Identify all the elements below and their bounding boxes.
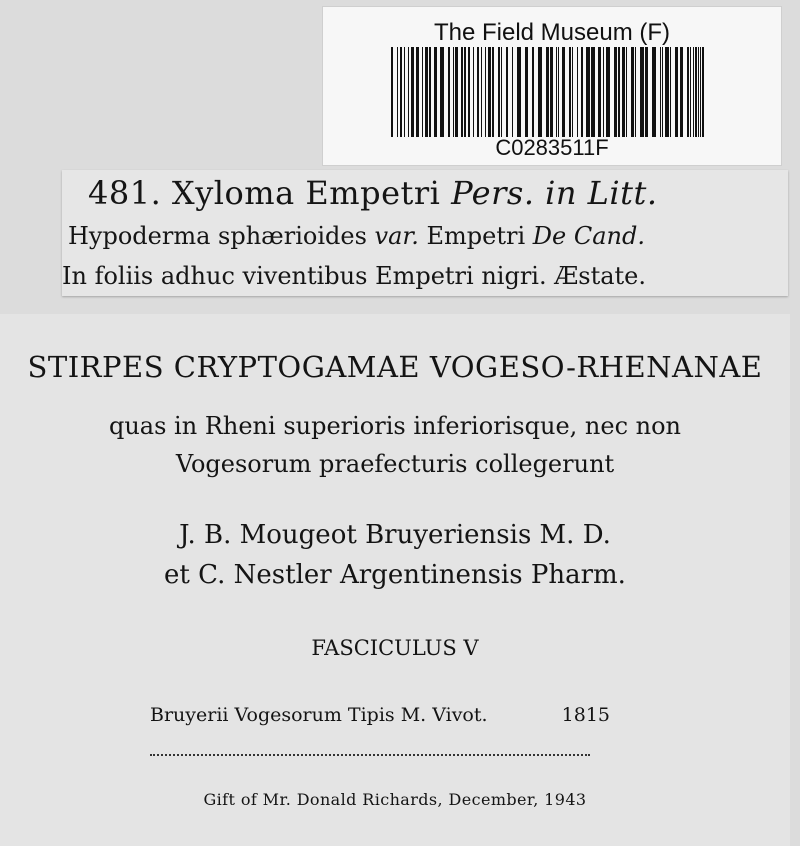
barcode-image <box>391 47 705 137</box>
barcode-bar <box>440 47 444 137</box>
barcode-bar <box>512 47 513 137</box>
barcode-bar <box>416 47 419 137</box>
barcode-bar <box>698 47 699 137</box>
species-author: Pers. in Litt. <box>451 174 658 212</box>
barcode-bar <box>532 47 534 137</box>
barcode-bar <box>434 47 437 137</box>
barcode-bar <box>455 47 458 137</box>
barcode-bar <box>550 47 553 137</box>
barcode-bar <box>473 47 474 137</box>
synonym-name: Hypoderma sphærioides <box>68 222 367 250</box>
barcode-bar <box>411 47 414 137</box>
barcode-bar <box>397 47 398 137</box>
barcode-bar <box>631 47 634 137</box>
barcode-bar <box>577 47 578 137</box>
barcode-bar <box>670 47 671 137</box>
barcode-bar <box>572 47 573 137</box>
barcode-bar <box>464 47 466 137</box>
barcode-bar <box>606 47 610 137</box>
barcode-bar <box>622 47 625 137</box>
barcode-bar <box>492 47 494 137</box>
barcode-bar <box>635 47 636 137</box>
barcode-bar <box>481 47 482 137</box>
barcode-bar <box>662 47 663 137</box>
barcode-bar <box>618 47 620 137</box>
barcode-bar <box>468 47 470 137</box>
barcode-bar <box>700 47 701 137</box>
barcode-bar <box>581 47 583 137</box>
barcode-bar <box>501 47 502 137</box>
barcode-bar <box>665 47 669 137</box>
barcode-bar <box>598 47 601 137</box>
fascicle-number: FASCICULUS V <box>311 636 479 660</box>
barcode-bar <box>687 47 689 137</box>
barcode-bar <box>562 47 565 137</box>
barcode-bar <box>485 47 486 137</box>
barcode-bar <box>448 47 450 137</box>
synonym-rank: var. <box>374 222 419 250</box>
barcode-bar <box>640 47 644 137</box>
barcode-label <box>322 6 782 166</box>
barcode-bar <box>461 47 463 137</box>
barcode-bar <box>603 47 604 137</box>
barcode-bar <box>425 47 428 137</box>
barcode-bar <box>538 47 542 137</box>
exsiccata-subtitle-2: Vogesorum praefecturis collegerunt <box>175 450 615 478</box>
barcode-bar <box>391 47 393 137</box>
synonym-epithet: Empetri <box>426 222 526 250</box>
barcode-number: C0283511F <box>495 135 609 160</box>
exsiccata-author-2: et C. Nestler Argentinensis Pharm. <box>164 560 626 590</box>
publication-year: 1815 <box>561 704 610 726</box>
barcode-bar <box>690 47 691 137</box>
barcode-bar <box>498 47 500 137</box>
barcode-bar <box>477 47 479 137</box>
barcode-bar <box>517 47 521 137</box>
barcode-bar <box>695 47 697 137</box>
barcode-bar <box>408 47 409 137</box>
institution-name: The Field Museum (F) <box>433 19 671 46</box>
publisher: Bruyerii Vogesorum Tipis M. Vivot. <box>150 704 488 726</box>
gift-note: Gift of Mr. Donald Richards, December, 1943 <box>203 790 587 809</box>
exsiccata-author-1: J. B. Mougeot Bruyeriensis M. D. <box>179 520 611 550</box>
species-number: 481. <box>88 174 162 212</box>
barcode-bar <box>453 47 454 137</box>
barcode-bar <box>680 47 683 137</box>
barcode-bar <box>506 47 508 137</box>
barcode-bar <box>626 47 627 137</box>
barcode-bar <box>569 47 571 137</box>
synonym-author: De Cand. <box>532 222 645 250</box>
barcode-bar <box>614 47 617 137</box>
barcode-bar <box>693 47 694 137</box>
habitat-line: In foliis adhuc viventibus Empetri nigri. Æstate. <box>62 262 647 290</box>
barcode-bar <box>558 47 559 137</box>
barcode-bar <box>404 47 405 137</box>
barcode-bar <box>546 47 549 137</box>
publisher-line <box>150 704 610 726</box>
barcode-bar <box>422 47 423 137</box>
barcode-bar <box>675 47 678 137</box>
barcode-bar <box>429 47 431 137</box>
barcode-bar <box>488 47 491 137</box>
synonym-line <box>68 222 645 250</box>
species-name: Xyloma Empetri <box>171 174 441 212</box>
barcode-bar <box>586 47 590 137</box>
exsiccata-label <box>0 314 790 846</box>
dotted-divider <box>150 754 590 756</box>
barcode-bar <box>660 47 661 137</box>
exsiccata-title: STIRPES CRYPTOGAMAE VOGESO-RHENANAE <box>27 350 763 384</box>
exsiccata-subtitle-1: quas in Rheni superioris inferiorisque, nec non <box>108 412 681 440</box>
barcode-bar <box>702 47 704 137</box>
barcode-bar <box>591 47 595 137</box>
species-label <box>62 170 788 296</box>
barcode-bar <box>645 47 648 137</box>
barcode-bar <box>525 47 528 137</box>
barcode-bar <box>400 47 402 137</box>
barcode-bar <box>652 47 656 137</box>
species-name-line <box>88 174 658 212</box>
barcode-bar <box>556 47 557 137</box>
